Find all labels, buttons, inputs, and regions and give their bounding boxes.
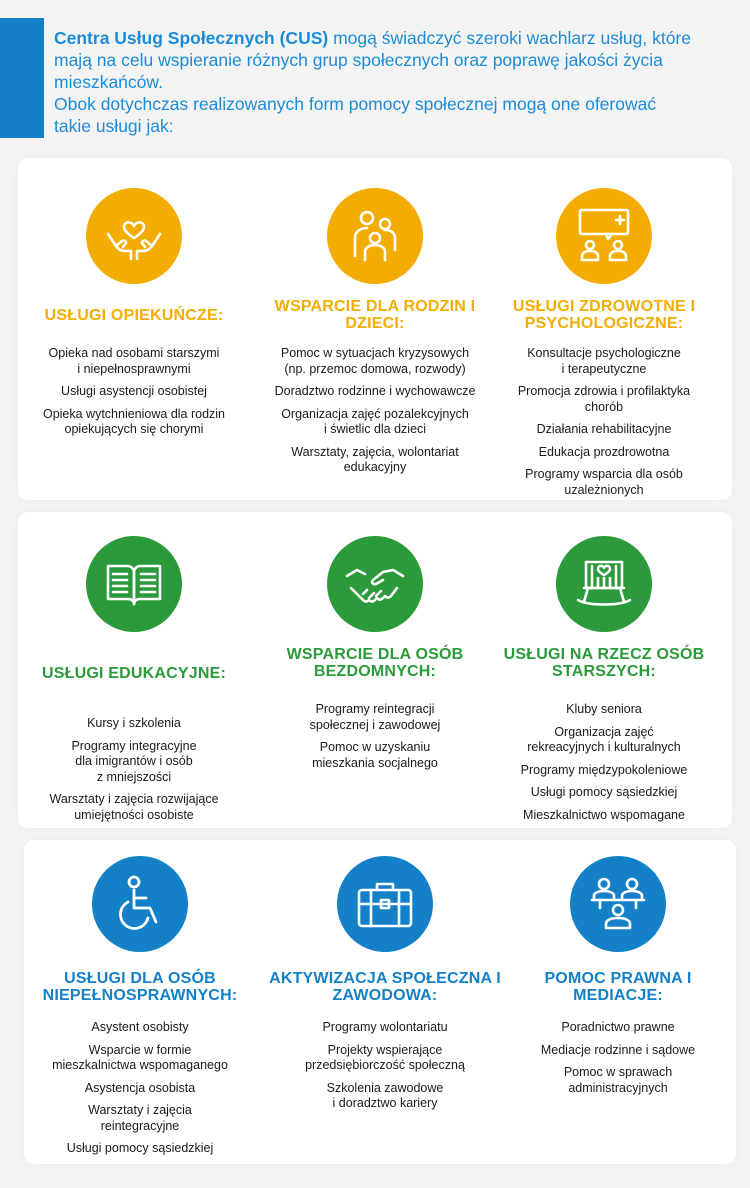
service-items (259, 346, 491, 476)
intro-bold: Centra Usług Społecznych (CUS) (54, 28, 329, 48)
list-item: Działania rehabilitacyjne (536, 422, 672, 436)
service-homeless (259, 536, 491, 778)
service-items (18, 346, 250, 438)
list-item: Asystent osobisty (91, 1020, 189, 1034)
family-icon (327, 188, 423, 284)
list-item: Poradnictwo prawne (561, 1020, 675, 1034)
intro-line1: mogą świadczyć szeroki wachlarz usług, które mają na celu wspieranie różnych grup społecznych oraz poprawę jakości życia mieszkańców. (54, 28, 691, 92)
service-items (269, 1020, 501, 1112)
service-title: AKTYWIZACJA SPOŁECZNA I ZAWODOWA: (269, 970, 501, 1004)
service-title: USŁUGI OPIEKUŃCZE: (44, 306, 224, 324)
list-item: Programy międzypokoleniowe (520, 762, 688, 777)
list-item: Warsztaty i zajęcia rozwijające umiejętności osobiste (49, 792, 219, 822)
service-items (488, 702, 720, 823)
list-item: Programy wsparcia dla osób uzależnionych (525, 467, 683, 497)
list-item: Usługi pomocy sąsiedzkiej (66, 1141, 214, 1155)
hands-heart-icon (86, 188, 182, 284)
service-family (259, 188, 491, 483)
service-title: USŁUGI DLA OSÓB NIEPEŁNOSPRAWNYCH: (42, 970, 238, 1004)
service-items (488, 346, 720, 498)
list-item: Pomoc w sytuacjach kryzysowych (np. przemoc domowa, rozwody) (280, 346, 470, 376)
service-seniors (488, 536, 720, 830)
list-item: Pomoc w sprawach administracyjnych (563, 1065, 673, 1095)
service-items (18, 716, 250, 823)
service-title: USŁUGI NA RZECZ OSÓB STARSZYCH: (503, 646, 705, 680)
list-item: Kursy i szkolenia (87, 716, 181, 730)
panel-row-3 (24, 840, 736, 1164)
mediation-icon (570, 856, 666, 952)
intro-line2: Obok dotychczas realizowanych form pomocy społecznej mogą one oferować takie usługi jak: (54, 94, 657, 136)
list-item: Promocja zdrowia i profilaktyka chorób (517, 384, 691, 414)
list-item: Asystencja osobista (84, 1080, 196, 1095)
service-education (18, 536, 250, 830)
wheelchair-icon (92, 856, 188, 952)
service-disabled (24, 856, 256, 1164)
service-title: USŁUGI ZDROWOTNE I PSYCHOLOGICZNE: (512, 298, 696, 332)
list-item: Programy wolontariatu (322, 1020, 448, 1034)
service-title: WSPARCIE DLA RODZIN I DZIECI: (274, 298, 476, 332)
panel-row-2 (18, 512, 732, 828)
open-book-icon (86, 536, 182, 632)
list-item: Kluby seniora (566, 702, 642, 716)
list-item: Opieka wytchnieniowa dla rodzin opiekujących się chorymi (42, 406, 226, 436)
list-item: Doradztwo rodzinne i wychowawcze (274, 384, 476, 398)
briefcase-icon (337, 856, 433, 952)
service-items (502, 1020, 734, 1096)
service-title: USŁUGI EDUKACYJNE: (41, 664, 227, 682)
service-activation (269, 856, 501, 1119)
service-items (24, 1020, 256, 1157)
list-item: Usługi asystencji osobistej (61, 384, 207, 398)
intro-text (54, 27, 694, 137)
list-item: Edukacja prozdrowotna (538, 444, 670, 459)
list-item: Mieszkalnictwo wspomagane (523, 807, 685, 822)
list-item: Warsztaty i zajęcia reintegracyjne (88, 1103, 192, 1133)
rocking-chair-icon (556, 536, 652, 632)
list-item: Mediacje rodzinne i sądowe (540, 1042, 696, 1057)
list-item: Warsztaty, zajęcia, wolontariat edukacyjny (291, 444, 459, 474)
accent-bar (0, 18, 44, 138)
list-item: Usługi pomocy sąsiedzkiej (530, 785, 678, 799)
service-legal (502, 856, 734, 1103)
handshake-icon (327, 536, 423, 632)
list-item: Wsparcie w formie mieszkalnictwa wspomaganego (52, 1042, 228, 1072)
list-item: Projekty wspierające przedsiębiorczość społeczną (305, 1042, 465, 1072)
list-item: Opieka nad osobami starszymi i niepełnosprawnymi (48, 346, 220, 376)
consultation-icon (556, 188, 652, 284)
service-title: WSPARCIE DLA OSÓB BEZDOMNYCH: (286, 646, 464, 680)
service-health (488, 188, 720, 505)
list-item: Konsultacje psychologiczne i terapeutyczne (527, 346, 681, 376)
service-title: POMOC PRAWNA I MEDIACJE: (544, 970, 692, 1004)
list-item: Pomoc w uzyskaniu mieszkania socjalnego (312, 740, 438, 770)
list-item: Organizacja zajęć pozalekcyjnych i świetlic dla dzieci (281, 406, 469, 436)
service-care (18, 188, 250, 445)
list-item: Organizacja zajęć rekreacyjnych i kulturalnych (527, 724, 681, 754)
list-item: Szkolenia zawodowe i doradztwo kariery (326, 1080, 444, 1110)
panel-row-1 (18, 158, 732, 500)
intro-section (0, 18, 750, 140)
service-items (259, 702, 491, 771)
list-item: Programy reintegracji społecznej i zawodowej (309, 702, 441, 732)
list-item: Programy integracyjne dla imigrantów i osób z mniejszości (71, 738, 197, 784)
